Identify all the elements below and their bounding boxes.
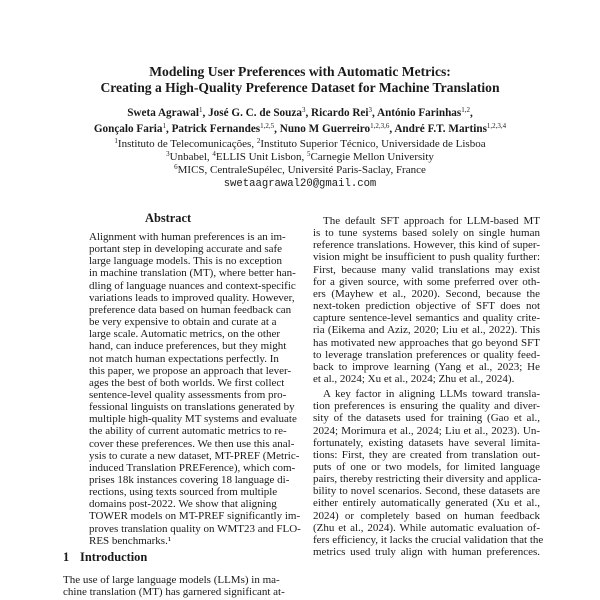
body-text-line: A key factor in aligning LLMs toward transla- xyxy=(323,388,540,401)
abstract-line: portant step in developing accurate and safe xyxy=(89,243,283,256)
author-affiliation-marker: 1 xyxy=(162,122,166,130)
body-text-line: First, because many valid translations may exist xyxy=(313,263,540,276)
abstract-heading: Abstract xyxy=(145,211,192,225)
abstract-line: rections, using texts sourced from multiple xyxy=(89,486,278,499)
body-text-line: The default SFT approach for LLM-based MT xyxy=(323,215,540,227)
abstract-line: this paper, we propose an approach that lever- xyxy=(89,364,292,377)
abstract-line: hand, can induce preferences, but they might xyxy=(89,340,287,353)
author-affiliation-marker: 3 xyxy=(301,106,306,114)
author-line-2: Gonçalo Faria$^1$, Patrick Fernandes$^{1,2,5}$, Nuno M Guerreiro$^{1,2,3,6}$, André F.T. Martins$^{1,2,3,4}$ xyxy=(93,122,507,135)
abstract-line: prises 18k instances covering 18 language di- xyxy=(89,474,290,486)
affiliation-text: Instituto Superior Técnico, Universidade de Lisboa xyxy=(260,138,486,150)
body-text-line: is to tune systems based solely on single human xyxy=(313,227,540,240)
abstract-line: ages the best of both worlds. We first collect xyxy=(89,376,285,389)
body-text-line: tion preferences is ensuring the quality and diver- xyxy=(313,400,540,413)
body-text-line: fers efficiency, it lacks the crucial validation that the xyxy=(313,533,544,546)
body-text-line: capture sentence-level semantics and quality crite- xyxy=(313,312,540,325)
paper-title-line-1: Modeling User Preferences with Automatic Metrics: xyxy=(149,64,451,79)
affiliation-marker: 6 xyxy=(174,163,178,171)
abstract-line: ysis to curate a new dataset, MT-PREF (Metric- xyxy=(89,449,300,462)
body-text-line: et al., 2024; Xu et al., 2024; Zhu et al., 2024). xyxy=(313,372,515,385)
affiliation-text: MICS, CentraleSupélec, Université Paris-Saclay, France xyxy=(177,164,426,176)
body-text-line: for a given source, with some preferred over oth- xyxy=(313,275,540,288)
body-text-line: metrics used truly align with human preferences. xyxy=(313,546,540,559)
abstract-line: sentence-level quality assessments from pro- xyxy=(89,388,287,401)
body-text-line: pairs, thereby restricting their diversity and applica- xyxy=(313,473,542,486)
body-text-line: next-token prediction objective of SFT does not xyxy=(313,300,540,313)
affiliation-line-3 xyxy=(0,163,600,176)
abstract-line: not match human expectations perfectly. In xyxy=(89,352,279,365)
author-name: José G. C. de Souza xyxy=(208,107,302,119)
affiliation-line-1 xyxy=(0,137,600,150)
body-text-line: chine translation (MT) has garnered significant at- xyxy=(63,586,285,599)
body-text-line: reference translations. However, this kind of super- xyxy=(313,239,540,252)
paper-title-line-2: Creating a High-Quality Preference Dataset for Machine Translation xyxy=(100,80,500,95)
abstract-line: the ability of current automatic metrics to re- xyxy=(89,425,287,438)
abstract-line: Alignment with human preferences is an im- xyxy=(89,231,286,243)
author-affiliation-marker: 1 xyxy=(198,106,203,114)
abstract-line: be very expensive to obtain and curate at a xyxy=(89,316,277,329)
body-text-line: back to improve learning (Yang et al., 2023; He xyxy=(313,360,540,373)
abstract-line: cover these preferences. We then use this anal- xyxy=(89,437,295,450)
section-number: 1 xyxy=(63,550,70,564)
body-text-line: fortunately, existing datasets have several limita- xyxy=(313,436,540,449)
affiliation-text: ELLIS Unit Lisbon, xyxy=(215,151,307,163)
body-text-line: tions: First, they are created from translation out- xyxy=(313,448,540,461)
abstract-line: preference data based on human feedback can xyxy=(89,303,292,316)
affiliation-line-2 xyxy=(0,150,600,163)
body-text-line: ria (Eikema and Aziz, 2020; Liu et al., 2022). This xyxy=(313,324,540,337)
author-email: swetaagrawal20@gmail.com xyxy=(223,178,377,190)
abstract-line: variations leads to improved quality. However, xyxy=(89,291,295,304)
body-text-line: ers (Mayhew et al., 2020). Second, because the xyxy=(313,287,540,300)
abstract-line: multiple high-quality MT systems and evaluate xyxy=(89,413,297,426)
body-text-line: sity of the datasets used for training (Gao et al., xyxy=(313,412,540,425)
body-text-line: either entirely automatically generated (Xu et al., xyxy=(313,497,540,510)
author-affiliation-marker: 1,2,5 xyxy=(260,122,275,130)
abstract-line: domains post-2022. We show that aligning xyxy=(89,498,277,511)
abstract-line: in machine translation (MT), where better han- xyxy=(89,267,296,280)
abstract-line: induced Translation PREFerence), which com- xyxy=(89,461,296,474)
affiliation-text: Unbabel, xyxy=(169,151,213,163)
author-name: André F.T. Martins xyxy=(394,123,487,135)
author-name: Nuno M Guerreiro xyxy=(279,123,371,135)
author-name: Sweta Agrawal xyxy=(127,107,199,119)
author-name: Patrick Fernandes xyxy=(171,123,261,135)
author-affiliation-marker: 1,2,3,4 xyxy=(486,122,507,130)
author-affiliation-marker: 1,2,3,6 xyxy=(370,122,390,130)
abstract-line: proves translation quality on WMT23 and FLO- xyxy=(89,522,301,535)
author-affiliation-marker: 3 xyxy=(368,106,373,114)
abstract-line: large language models. This is no exception xyxy=(89,255,282,268)
abstract-line: dling of language nuances and context-specific xyxy=(89,279,296,292)
section-heading-introduction: Introduction xyxy=(80,550,148,564)
author-name: António Farinhas xyxy=(377,107,462,119)
affiliation-marker: 4 xyxy=(212,150,216,158)
affiliation-text: Instituto de Telecomunicações, xyxy=(117,138,257,150)
author-name: Ricardo Rei xyxy=(311,107,369,119)
author-affiliation-marker: 1,2 xyxy=(461,106,470,114)
body-text-line: to leverage translation preferences or quality feed- xyxy=(313,348,540,361)
affiliation-marker: 5 xyxy=(306,150,311,158)
body-text-line: puts of one or two models, for limited language xyxy=(313,461,540,474)
author-name: Gonçalo Faria xyxy=(93,123,163,135)
body-text-line: has motivated new approaches that go beyond SFT xyxy=(313,336,540,349)
body-text-line: The use of large language models (LLMs) in ma- xyxy=(63,574,280,586)
abstract-line: RES benchmarks.¹ xyxy=(89,534,172,547)
body-text-line: bility to novel scenarios. Second, these datasets are xyxy=(313,485,540,498)
body-text-line: 2024; Morimura et al., 2024; Liu et al., 2023). Un- xyxy=(313,424,540,437)
affiliation-text: Carnegie Mellon University xyxy=(310,151,434,163)
affiliation-marker: 3 xyxy=(166,150,170,158)
affiliation-marker: 1 xyxy=(114,137,118,145)
body-text-line: 2024) or completely based on human feedback xyxy=(313,509,540,522)
abstract-line: large scale. Automatic metrics, on the other xyxy=(89,328,281,341)
abstract-line: TOWER models on MT-PREF significantly im- xyxy=(89,510,301,523)
abstract-line: fessional linguists on translations generated by xyxy=(89,401,295,414)
body-text-line: vision might be insufficient to push quality further: xyxy=(313,251,540,264)
affiliation-marker: 2 xyxy=(256,137,261,145)
author-line-1: Sweta Agrawal$^1$, José G. C. de Souza$^3$, Ricardo Rei$^3$, António Farinhas$^{1,2}$, xyxy=(127,106,473,119)
body-text-line: (Zhu et al., 2024). While automatic evaluation of- xyxy=(313,521,540,534)
